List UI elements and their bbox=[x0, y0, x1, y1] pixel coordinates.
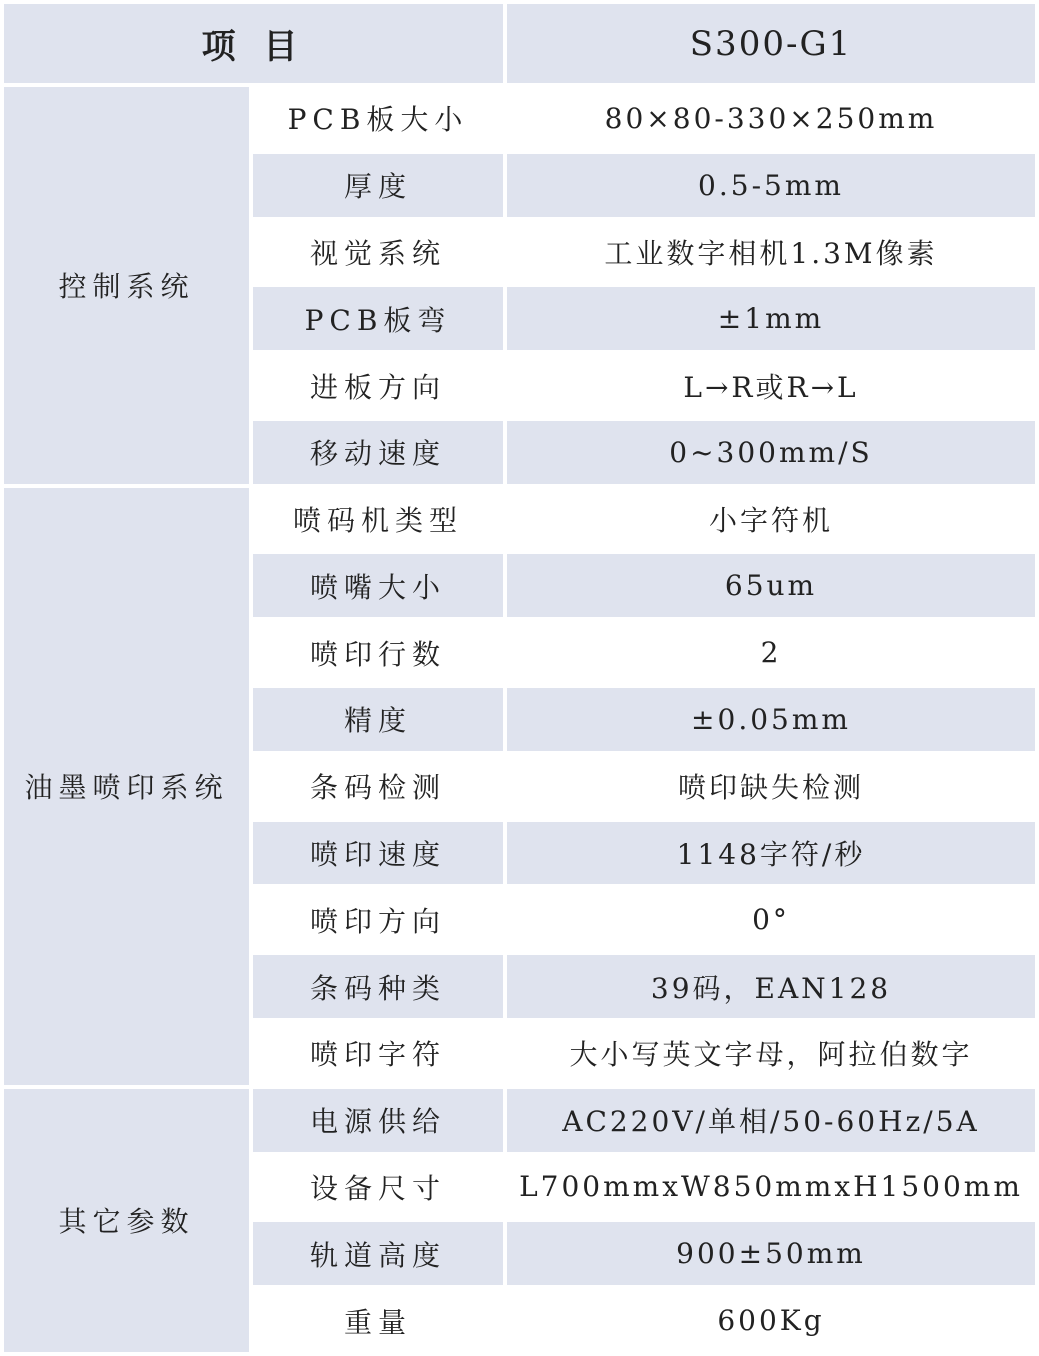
row-value: L700mmxW850mmxH1500mm bbox=[507, 1156, 1035, 1219]
row-label: 喷印速度 bbox=[253, 822, 503, 885]
row-label: 视觉系统 bbox=[253, 221, 503, 284]
group-label: 控制系统 bbox=[4, 87, 249, 484]
row-label: 移动速度 bbox=[253, 421, 503, 484]
row-label: PCB板弯 bbox=[253, 287, 503, 350]
row-value: 900±50mm bbox=[507, 1222, 1035, 1285]
row-label: PCB板大小 bbox=[253, 87, 503, 150]
row-label: 精度 bbox=[253, 688, 503, 751]
group-label: 油墨喷印系统 bbox=[4, 488, 249, 1085]
row-value: 600Kg bbox=[507, 1289, 1035, 1352]
row-value: 喷印缺失检测 bbox=[507, 755, 1035, 818]
row-value: 65um bbox=[507, 554, 1035, 617]
row-value: ±1mm bbox=[507, 287, 1035, 350]
row-value: L→R或R→L bbox=[507, 354, 1035, 417]
row-label: 喷印字符 bbox=[253, 1022, 503, 1085]
row-value: 小字符机 bbox=[507, 488, 1035, 551]
row-value: 大小写英文字母，阿拉伯数字 bbox=[507, 1022, 1035, 1085]
row-label: 设备尺寸 bbox=[253, 1156, 503, 1219]
header-row bbox=[4, 4, 1035, 83]
row-value: 0.5-5mm bbox=[507, 154, 1035, 217]
row-value: 工业数字相机1.3M像素 bbox=[507, 221, 1035, 284]
row-label: 条码种类 bbox=[253, 955, 503, 1018]
row-label: 重量 bbox=[253, 1289, 503, 1352]
row-value: 2 bbox=[507, 621, 1035, 684]
table-row bbox=[4, 488, 1035, 551]
header-item: 项 目 bbox=[201, 27, 306, 67]
row-value: AC220V/单相/50-60Hz/5A bbox=[507, 1089, 1035, 1152]
row-label: 喷印方向 bbox=[253, 888, 503, 951]
table-row bbox=[4, 87, 1035, 150]
row-value: 0° bbox=[507, 888, 1035, 951]
row-label: 喷码机类型 bbox=[253, 488, 503, 551]
row-label: 进板方向 bbox=[253, 354, 503, 417]
table-row bbox=[4, 1089, 1035, 1152]
row-label: 喷印行数 bbox=[253, 621, 503, 684]
row-label: 厚度 bbox=[253, 154, 503, 217]
row-value: 80×80-330×250mm bbox=[507, 87, 1035, 150]
row-label: 喷嘴大小 bbox=[253, 554, 503, 617]
row-value: 1148字符/秒 bbox=[507, 822, 1035, 885]
row-label: 条码检测 bbox=[253, 755, 503, 818]
row-value: 39码，EAN128 bbox=[507, 955, 1035, 1018]
row-label: 轨道高度 bbox=[253, 1222, 503, 1285]
row-value: 0~300mm/S bbox=[507, 421, 1035, 484]
row-value: ±0.05mm bbox=[507, 688, 1035, 751]
row-label: 电源供给 bbox=[253, 1089, 503, 1152]
group-label: 其它参数 bbox=[4, 1089, 249, 1352]
header-model: S300-G1 bbox=[689, 23, 853, 64]
